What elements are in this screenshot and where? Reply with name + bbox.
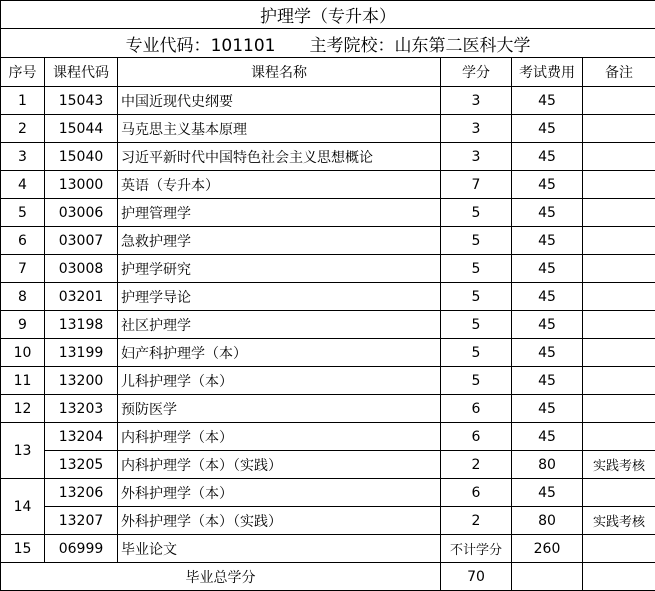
row-name: 外科护理学（本）（实践） bbox=[118, 507, 441, 535]
table-row bbox=[1, 507, 655, 535]
row-name: 预防医学 bbox=[118, 395, 441, 423]
row-code: 13198 bbox=[45, 311, 118, 339]
row-fee: 45 bbox=[512, 423, 583, 451]
row-code: 03006 bbox=[45, 199, 118, 227]
row-code: 13207 bbox=[45, 507, 118, 535]
row-fee: 45 bbox=[512, 255, 583, 283]
table-row bbox=[1, 87, 655, 115]
row-credits: 3 bbox=[441, 115, 512, 143]
row-credits: 6 bbox=[441, 479, 512, 507]
table-row bbox=[1, 171, 655, 199]
row-fee: 80 bbox=[512, 451, 583, 479]
column-header-note: 备注 bbox=[583, 58, 655, 87]
row-name: 护理学导论 bbox=[118, 283, 441, 311]
major-code-label: 专业代码： bbox=[126, 36, 211, 56]
row-credits: 5 bbox=[441, 199, 512, 227]
row-fee: 45 bbox=[512, 115, 583, 143]
table-header bbox=[1, 58, 655, 87]
row-credits: 6 bbox=[441, 395, 512, 423]
row-fee: 45 bbox=[512, 227, 583, 255]
row-no: 9 bbox=[1, 311, 45, 339]
row-no: 6 bbox=[1, 227, 45, 255]
row-fee: 45 bbox=[512, 143, 583, 171]
row-no: 2 bbox=[1, 115, 45, 143]
row-fee: 45 bbox=[512, 171, 583, 199]
row-code: 13204 bbox=[45, 423, 118, 451]
row-fee: 45 bbox=[512, 199, 583, 227]
row-note bbox=[583, 171, 655, 199]
row-no: 10 bbox=[1, 339, 45, 367]
row-note bbox=[583, 479, 655, 507]
row-credits: 7 bbox=[441, 171, 512, 199]
row-fee: 45 bbox=[512, 479, 583, 507]
row-code: 15044 bbox=[45, 115, 118, 143]
row-fee: 45 bbox=[512, 311, 583, 339]
row-name: 急救护理学 bbox=[118, 227, 441, 255]
table-row bbox=[1, 423, 655, 451]
column-header-no: 序号 bbox=[1, 58, 45, 87]
row-no: 11 bbox=[1, 367, 45, 395]
row-note bbox=[583, 535, 655, 563]
row-note bbox=[583, 143, 655, 171]
row-name: 中国近现代史纲要 bbox=[118, 87, 441, 115]
row-credits: 5 bbox=[441, 227, 512, 255]
row-note bbox=[583, 367, 655, 395]
table-row bbox=[1, 535, 655, 563]
row-no: 5 bbox=[1, 199, 45, 227]
row-credits: 3 bbox=[441, 143, 512, 171]
row-note bbox=[583, 115, 655, 143]
row-credits: 不计学分 bbox=[441, 535, 512, 563]
row-note bbox=[583, 311, 655, 339]
table-row bbox=[1, 255, 655, 283]
table-row bbox=[1, 199, 655, 227]
column-header-fee: 考试费用 bbox=[512, 58, 583, 87]
row-credits: 3 bbox=[441, 87, 512, 115]
row-name: 社区护理学 bbox=[118, 311, 441, 339]
row-name: 妇产科护理学（本） bbox=[118, 339, 441, 367]
total-credits-label: 毕业总学分 bbox=[1, 563, 441, 591]
column-header-code: 课程代码 bbox=[45, 58, 118, 87]
table-row bbox=[1, 367, 655, 395]
row-name: 护理管理学 bbox=[118, 199, 441, 227]
row-code: 13206 bbox=[45, 479, 118, 507]
row-name: 内科护理学（本）（实践） bbox=[118, 451, 441, 479]
row-no: 8 bbox=[1, 283, 45, 311]
row-code: 03007 bbox=[45, 227, 118, 255]
row-name: 外科护理学（本） bbox=[118, 479, 441, 507]
row-name: 儿科护理学（本） bbox=[118, 367, 441, 395]
row-name: 护理学研究 bbox=[118, 255, 441, 283]
row-name: 马克思主义基本原理 bbox=[118, 115, 441, 143]
row-no: 7 bbox=[1, 255, 45, 283]
table-row bbox=[1, 311, 655, 339]
row-name: 习近平新时代中国特色社会主义思想概论 bbox=[118, 143, 441, 171]
row-note bbox=[583, 423, 655, 451]
row-no: 4 bbox=[1, 171, 45, 199]
row-note bbox=[583, 283, 655, 311]
row-credits: 5 bbox=[441, 255, 512, 283]
school-label: 主考院校： bbox=[309, 36, 394, 56]
row-credits: 5 bbox=[441, 367, 512, 395]
column-header-credits: 学分 bbox=[441, 58, 512, 87]
page-title: 护理学（专升本） bbox=[1, 1, 655, 29]
table-row bbox=[1, 479, 655, 507]
row-name: 毕业论文 bbox=[118, 535, 441, 563]
table-row bbox=[1, 451, 655, 479]
total-credits-value: 70 bbox=[441, 563, 512, 591]
row-fee: 80 bbox=[512, 507, 583, 535]
row-no: 3 bbox=[1, 143, 45, 171]
row-name: 内科护理学（本） bbox=[118, 423, 441, 451]
page-subtitle bbox=[1, 29, 655, 58]
row-note bbox=[583, 199, 655, 227]
row-code: 13205 bbox=[45, 451, 118, 479]
row-code: 15040 bbox=[45, 143, 118, 171]
row-credits: 2 bbox=[441, 507, 512, 535]
row-code: 13203 bbox=[45, 395, 118, 423]
row-fee: 45 bbox=[512, 367, 583, 395]
row-fee: 45 bbox=[512, 395, 583, 423]
row-code: 06999 bbox=[45, 535, 118, 563]
table-row bbox=[1, 115, 655, 143]
row-note bbox=[583, 227, 655, 255]
row-note bbox=[583, 87, 655, 115]
row-fee: 45 bbox=[512, 339, 583, 367]
row-note bbox=[583, 395, 655, 423]
total-row bbox=[1, 563, 655, 591]
column-header-name: 课程名称 bbox=[118, 58, 441, 87]
row-note: 实践考核 bbox=[583, 451, 655, 479]
school-name: 山东第二医科大学 bbox=[394, 36, 530, 56]
row-code: 13200 bbox=[45, 367, 118, 395]
row-code: 15043 bbox=[45, 87, 118, 115]
row-fee: 260 bbox=[512, 535, 583, 563]
row-fee: 45 bbox=[512, 283, 583, 311]
major-code: 101101 bbox=[211, 36, 276, 56]
row-code: 03008 bbox=[45, 255, 118, 283]
row-note bbox=[583, 255, 655, 283]
row-credits: 2 bbox=[441, 451, 512, 479]
table-row bbox=[1, 283, 655, 311]
row-fee: 45 bbox=[512, 87, 583, 115]
total-note-cell bbox=[583, 563, 655, 591]
row-no: 13 bbox=[1, 423, 45, 479]
row-credits: 6 bbox=[441, 423, 512, 451]
row-code: 03201 bbox=[45, 283, 118, 311]
row-note: 实践考核 bbox=[583, 507, 655, 535]
row-code: 13000 bbox=[45, 171, 118, 199]
row-credits: 5 bbox=[441, 283, 512, 311]
table-row bbox=[1, 227, 655, 255]
row-code: 13199 bbox=[45, 339, 118, 367]
row-no: 1 bbox=[1, 87, 45, 115]
row-name: 英语（专升本） bbox=[118, 171, 441, 199]
row-credits: 5 bbox=[441, 311, 512, 339]
row-no: 12 bbox=[1, 395, 45, 423]
table-row bbox=[1, 339, 655, 367]
table-row bbox=[1, 395, 655, 423]
total-fee-cell bbox=[512, 563, 583, 591]
row-no: 14 bbox=[1, 479, 45, 535]
row-no: 15 bbox=[1, 535, 45, 563]
table-row bbox=[1, 143, 655, 171]
row-note bbox=[583, 339, 655, 367]
row-credits: 5 bbox=[441, 339, 512, 367]
